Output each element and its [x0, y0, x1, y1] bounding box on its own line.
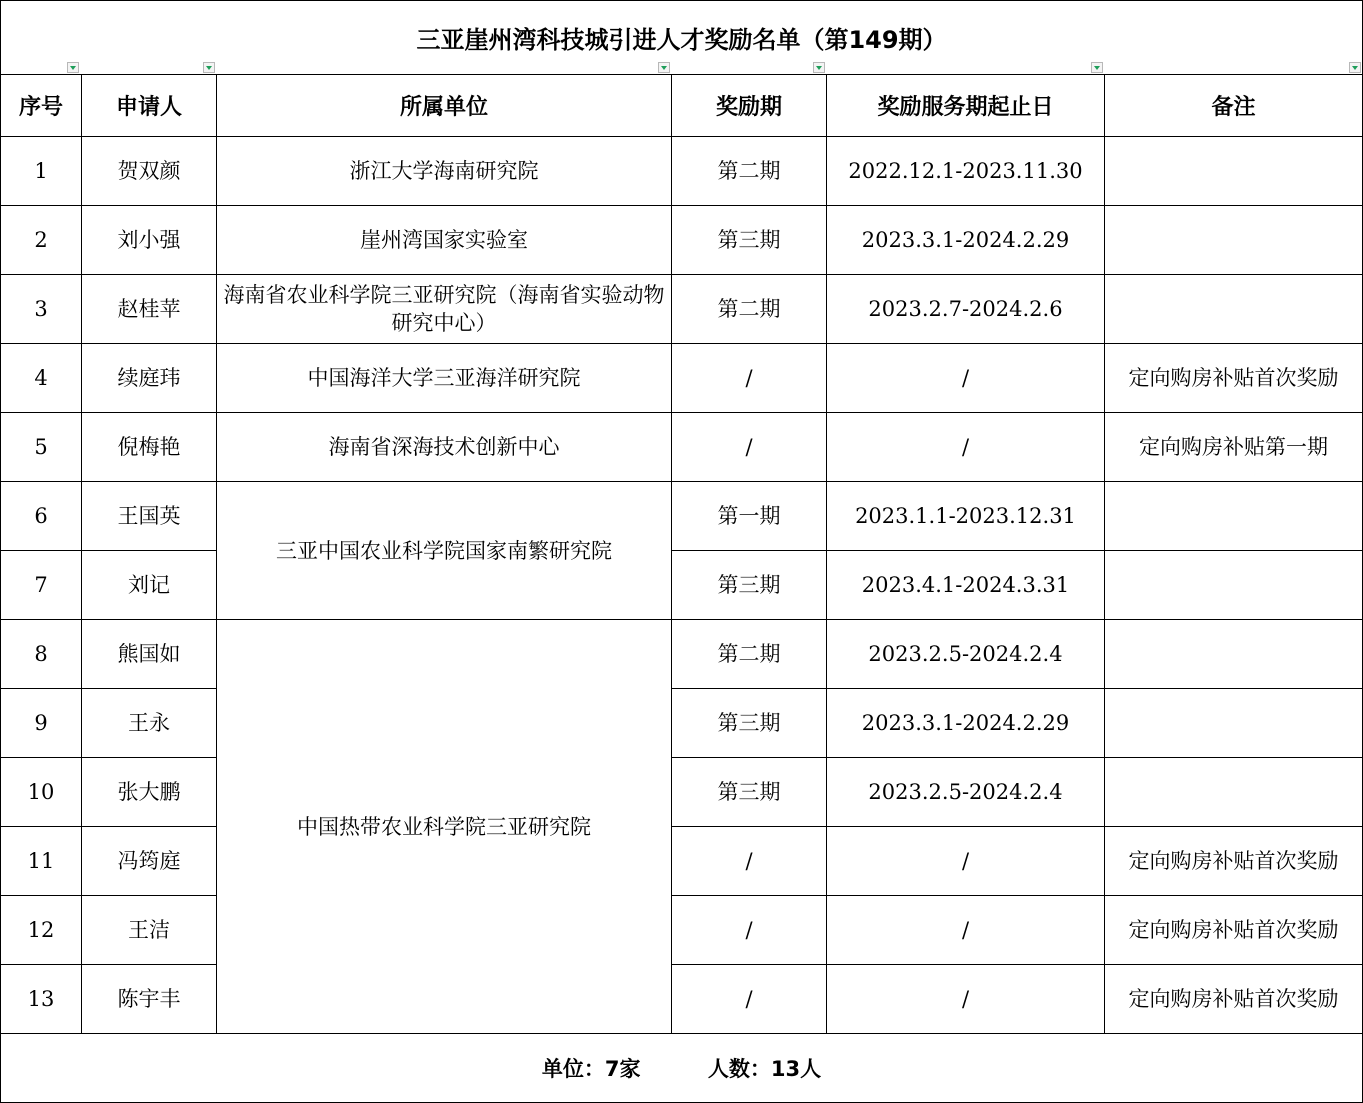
- cell-unit[interactable]: 海南省农业科学院三亚研究院（海南省实验动物研究中心）: [217, 275, 672, 344]
- cell-no[interactable]: 12: [1, 896, 82, 965]
- cell-name[interactable]: 王永: [82, 689, 217, 758]
- cell-no[interactable]: 11: [1, 827, 82, 896]
- cell-unit[interactable]: 海南省深海技术创新中心: [217, 413, 672, 482]
- table-row: [1, 551, 1363, 620]
- filter-dropdown-icon[interactable]: [1349, 62, 1361, 73]
- cell-period[interactable]: 第三期: [672, 758, 827, 827]
- people-count: 人数：13人: [707, 1057, 822, 1081]
- table-row: [1, 896, 1363, 965]
- cell-no[interactable]: 13: [1, 965, 82, 1034]
- cell-name[interactable]: 张大鹏: [82, 758, 217, 827]
- cell-note[interactable]: [1105, 620, 1363, 689]
- cell-service[interactable]: 2023.1.1-2023.12.31: [827, 482, 1105, 551]
- cell-service[interactable]: /: [827, 896, 1105, 965]
- table-row: [1, 758, 1363, 827]
- cell-period[interactable]: /: [672, 896, 827, 965]
- table-title-cell: [1, 1, 1363, 75]
- table-row: [1, 413, 1363, 482]
- cell-name[interactable]: 续庭玮: [82, 344, 217, 413]
- cell-service[interactable]: /: [827, 965, 1105, 1034]
- header-cell[interactable]: 备注: [1105, 75, 1363, 137]
- header-row: [1, 75, 1363, 137]
- cell-name[interactable]: 刘小强: [82, 206, 217, 275]
- cell-service[interactable]: 2023.3.1-2024.2.29: [827, 206, 1105, 275]
- cell-no[interactable]: 5: [1, 413, 82, 482]
- cell-name[interactable]: 贺双颜: [82, 137, 217, 206]
- table-row: [1, 482, 1363, 551]
- cell-name[interactable]: 陈宇丰: [82, 965, 217, 1034]
- cell-no[interactable]: 4: [1, 344, 82, 413]
- table-row: [1, 689, 1363, 758]
- table-row: [1, 344, 1363, 413]
- cell-service[interactable]: 2023.4.1-2024.3.31: [827, 551, 1105, 620]
- filter-dropdown-icon[interactable]: [67, 62, 79, 73]
- cell-service[interactable]: 2023.3.1-2024.2.29: [827, 689, 1105, 758]
- cell-period[interactable]: /: [672, 413, 827, 482]
- unit-count: 单位：7家: [541, 1057, 641, 1081]
- cell-no[interactable]: 7: [1, 551, 82, 620]
- cell-unit-merged[interactable]: 三亚中国农业科学院国家南繁研究院: [217, 482, 672, 620]
- cell-no[interactable]: 3: [1, 275, 82, 344]
- cell-period[interactable]: /: [672, 344, 827, 413]
- cell-note[interactable]: 定向购房补贴首次奖励: [1105, 344, 1363, 413]
- cell-note[interactable]: [1105, 137, 1363, 206]
- cell-no[interactable]: 8: [1, 620, 82, 689]
- cell-period[interactable]: 第三期: [672, 551, 827, 620]
- cell-unit[interactable]: 浙江大学海南研究院: [217, 137, 672, 206]
- cell-note[interactable]: [1105, 689, 1363, 758]
- summary-cell[interactable]: [1, 1034, 1363, 1103]
- cell-service[interactable]: /: [827, 413, 1105, 482]
- cell-period[interactable]: /: [672, 965, 827, 1034]
- cell-note[interactable]: [1105, 206, 1363, 275]
- table-row: [1, 137, 1363, 206]
- cell-unit-merged[interactable]: 中国热带农业科学院三亚研究院: [217, 620, 672, 1034]
- filter-dropdown-icon[interactable]: [203, 62, 215, 73]
- table-row: [1, 620, 1363, 689]
- cell-no[interactable]: 2: [1, 206, 82, 275]
- cell-name[interactable]: 刘记: [82, 551, 217, 620]
- cell-note[interactable]: [1105, 758, 1363, 827]
- cell-service[interactable]: 2023.2.5-2024.2.4: [827, 620, 1105, 689]
- cell-unit[interactable]: 中国海洋大学三亚海洋研究院: [217, 344, 672, 413]
- header-cell[interactable]: 奖励期: [672, 75, 827, 137]
- cell-service[interactable]: 2022.12.1-2023.11.30: [827, 137, 1105, 206]
- cell-no[interactable]: 9: [1, 689, 82, 758]
- cell-service[interactable]: /: [827, 827, 1105, 896]
- cell-note[interactable]: 定向购房补贴第一期: [1105, 413, 1363, 482]
- cell-period[interactable]: 第二期: [672, 137, 827, 206]
- cell-note[interactable]: [1105, 551, 1363, 620]
- cell-period[interactable]: 第三期: [672, 206, 827, 275]
- cell-name[interactable]: 熊国如: [82, 620, 217, 689]
- cell-no[interactable]: 1: [1, 137, 82, 206]
- filter-dropdown-icon[interactable]: [1091, 62, 1103, 73]
- cell-name[interactable]: 冯筠庭: [82, 827, 217, 896]
- cell-period[interactable]: /: [672, 827, 827, 896]
- cell-period[interactable]: 第二期: [672, 620, 827, 689]
- cell-period[interactable]: 第一期: [672, 482, 827, 551]
- table-row: [1, 206, 1363, 275]
- cell-note[interactable]: 定向购房补贴首次奖励: [1105, 827, 1363, 896]
- cell-service[interactable]: /: [827, 344, 1105, 413]
- header-cell[interactable]: 申请人: [82, 75, 217, 137]
- cell-service[interactable]: 2023.2.7-2024.2.6: [827, 275, 1105, 344]
- cell-note[interactable]: 定向购房补贴首次奖励: [1105, 965, 1363, 1034]
- header-cell[interactable]: 序号: [1, 75, 82, 137]
- cell-note[interactable]: 定向购房补贴首次奖励: [1105, 896, 1363, 965]
- cell-unit[interactable]: 崖州湾国家实验室: [217, 206, 672, 275]
- header-cell[interactable]: 奖励服务期起止日: [827, 75, 1105, 137]
- cell-no[interactable]: 10: [1, 758, 82, 827]
- filter-dropdown-icon[interactable]: [658, 62, 670, 73]
- cell-name[interactable]: 王国英: [82, 482, 217, 551]
- cell-service[interactable]: 2023.2.5-2024.2.4: [827, 758, 1105, 827]
- table-title: 三亚崖州湾科技城引进人才奖励名单（第149期）: [416, 26, 947, 54]
- summary-row: [1, 1034, 1363, 1103]
- cell-period[interactable]: 第三期: [672, 689, 827, 758]
- table-row: [1, 965, 1363, 1034]
- cell-name[interactable]: 王洁: [82, 896, 217, 965]
- cell-name[interactable]: 倪梅艳: [82, 413, 217, 482]
- table-row: [1, 827, 1363, 896]
- filter-dropdown-icon[interactable]: [813, 62, 825, 73]
- cell-note[interactable]: [1105, 275, 1363, 344]
- cell-note[interactable]: [1105, 482, 1363, 551]
- header-cell[interactable]: 所属单位: [217, 75, 672, 137]
- table-row: [1, 275, 1363, 344]
- cell-no[interactable]: 6: [1, 482, 82, 551]
- cell-period[interactable]: 第二期: [672, 275, 827, 344]
- cell-name[interactable]: 赵桂苹: [82, 275, 217, 344]
